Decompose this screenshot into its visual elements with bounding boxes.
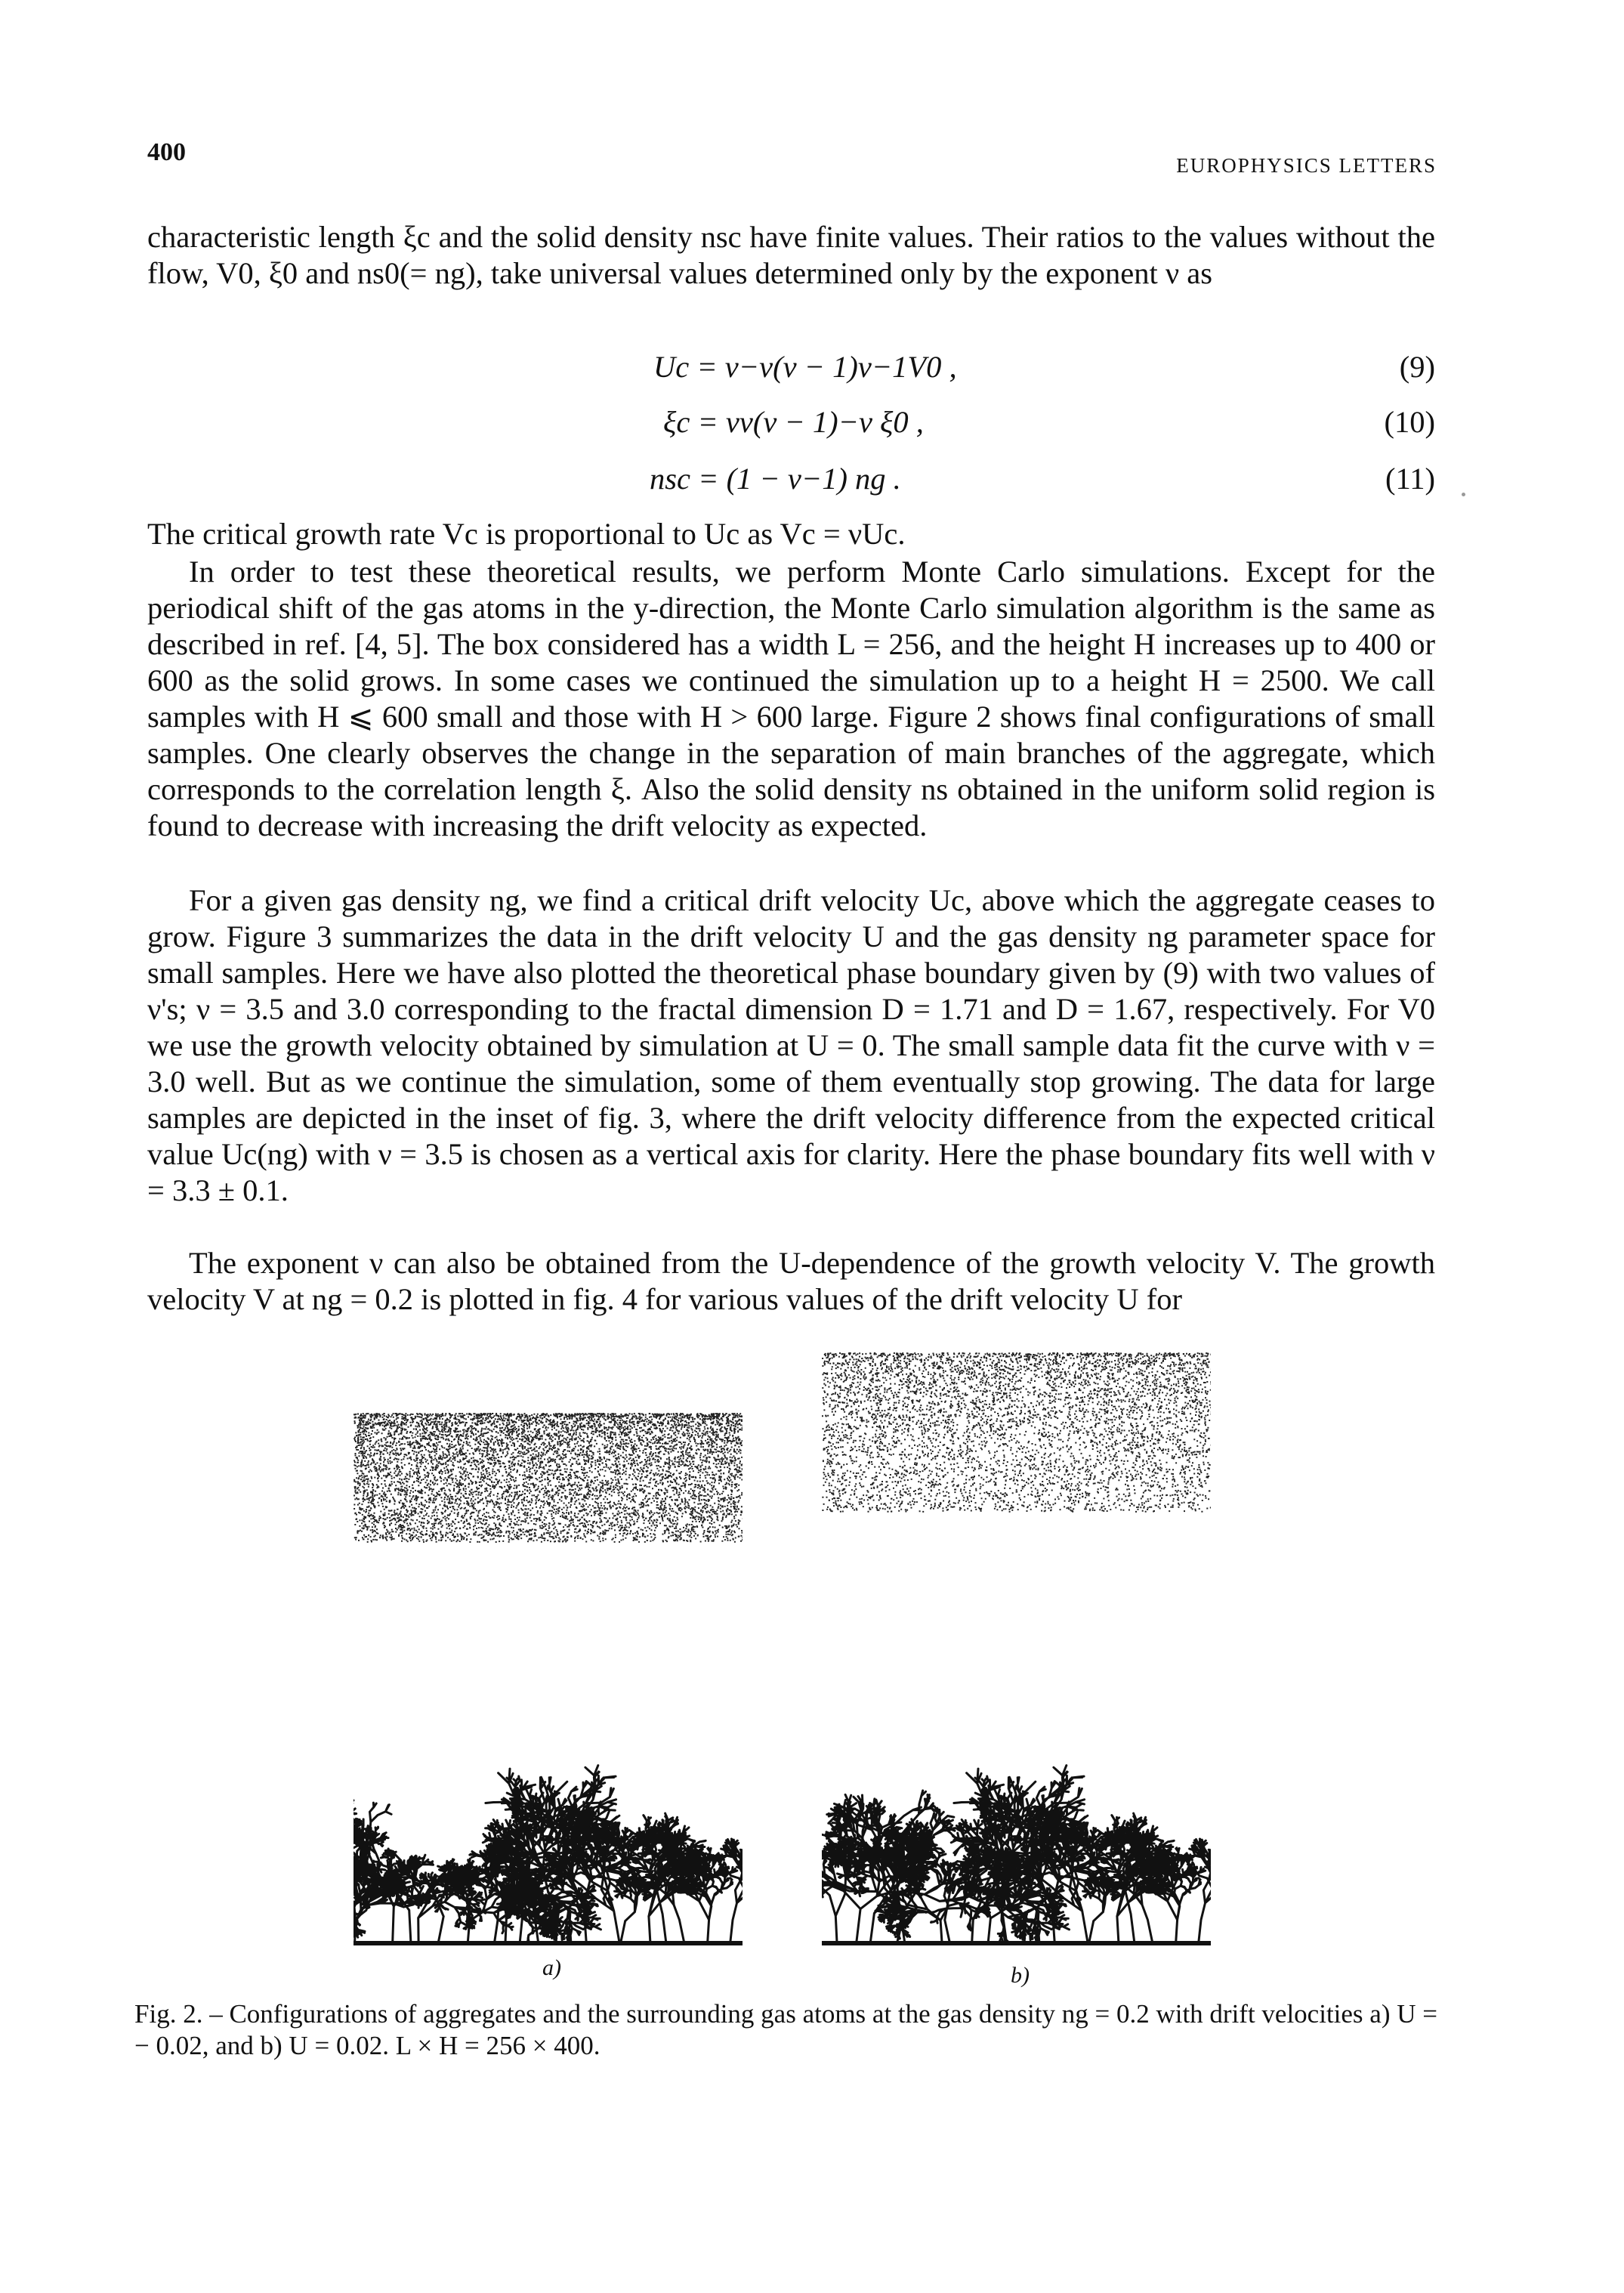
margin-speck bbox=[1462, 493, 1465, 496]
panel-b-label: b) bbox=[1011, 1963, 1030, 1988]
paragraph-critical-growth-rate: The critical growth rate Vc is proportional to Uc as Vc = νUc. bbox=[147, 517, 906, 551]
equation-10: ξc = νν(ν − 1)−ν ξ0 , bbox=[663, 405, 924, 439]
page-number: 400 bbox=[147, 138, 186, 166]
figure-panel-b bbox=[822, 1352, 1211, 1945]
equation-11-number: (11) bbox=[1385, 462, 1435, 496]
aggregate-branches bbox=[822, 1766, 1211, 1942]
intro-paragraph: characteristic length ξc and the solid density nsc have finite values. Their ratios to the values without the flow, V0, ξ0 and ns0(= ng), take universal values determined only by the exponent ν as bbox=[147, 220, 1435, 290]
figure-caption: Fig. 2. – Configurations of aggregates and the surrounding gas atoms at the gas density ng = 0.2 with drift velocities a) U = − 0.02, and b) U = 0.02. L × H = 256 × 400. bbox=[134, 1999, 1437, 2060]
paragraph-exponent: The exponent ν can also be obtained from the U-dependence of the growth velocity V. The growth velocity V at ng = 0.2 is plotted in fig. 4 for various values of the drift velocity U for bbox=[147, 1246, 1435, 1316]
substrate-line bbox=[822, 1941, 1211, 1945]
equation-9-number: (9) bbox=[1399, 350, 1435, 384]
equation-9: Uc = ν−ν(ν − 1)ν−1V0 , bbox=[653, 350, 957, 384]
figure-panel-a bbox=[354, 1413, 743, 1945]
equation-10-number: (10) bbox=[1384, 405, 1435, 439]
running-header: EUROPHYSICS LETTERS bbox=[1176, 154, 1437, 177]
gas-atoms bbox=[354, 1413, 743, 1543]
paragraph-critical-drift-velocity: For a given gas density ng, we find a critical drift velocity Uc, above which the aggregate ceases to grow. Figure 3 summarizes the data in the drift velocity U and the gas density ng parameter space for small samples. Here we have also plotted the theoretical phase boundary given by (9) with two values of ν's; ν = 3.5 and 3.0 corresponding to the fractal dimension D = 1.71 and D = 1.67, respectively. For V0 we use the growth velocity obtained by simulation at U = 0. The small sample data fit the curve with ν = 3.0 well. But as we continue the simulation, some of them eventually stop growing. The data for large samples are depicted in the inset of fig. 3, where the drift velocity difference from the expected critical value Uc(ng) with ν = 3.5 is chosen as a vertical axis for clarity. Here the phase boundary fits well with ν = 3.3 ± 0.1. bbox=[147, 883, 1435, 1207]
paragraph-monte-carlo: In order to test these theoretical results, we perform Monte Carlo simulations. Except for the periodical shift of the gas atoms in the y-direction, the Monte Carlo simulation algorithm is the same as described in ref. [4, 5]. The box considered has a width L = 256, and the height H increases up to 400 or 600 as the solid grows. In some cases we continued the simulation up to a height H = 2500. We call samples with H ⩽ 600 small and those with H > 600 large. Figure 2 shows final configurations of small samples. One clearly observes the change in the separation of main branches of the aggregate, which corresponds to the correlation length ξ. Also the solid density ns obtained in the uniform solid region is found to decrease with increasing the drift velocity as expected. bbox=[147, 555, 1435, 842]
gas-atoms bbox=[822, 1352, 1211, 1513]
panel-a-label: a) bbox=[542, 1955, 561, 1980]
substrate-line bbox=[354, 1941, 743, 1945]
aggregate-image-a bbox=[354, 1413, 743, 1945]
aggregate-image-b bbox=[822, 1352, 1211, 1945]
equation-11: nsc = (1 − ν−1) ng . bbox=[650, 462, 901, 496]
aggregate-branches bbox=[354, 1766, 743, 1942]
